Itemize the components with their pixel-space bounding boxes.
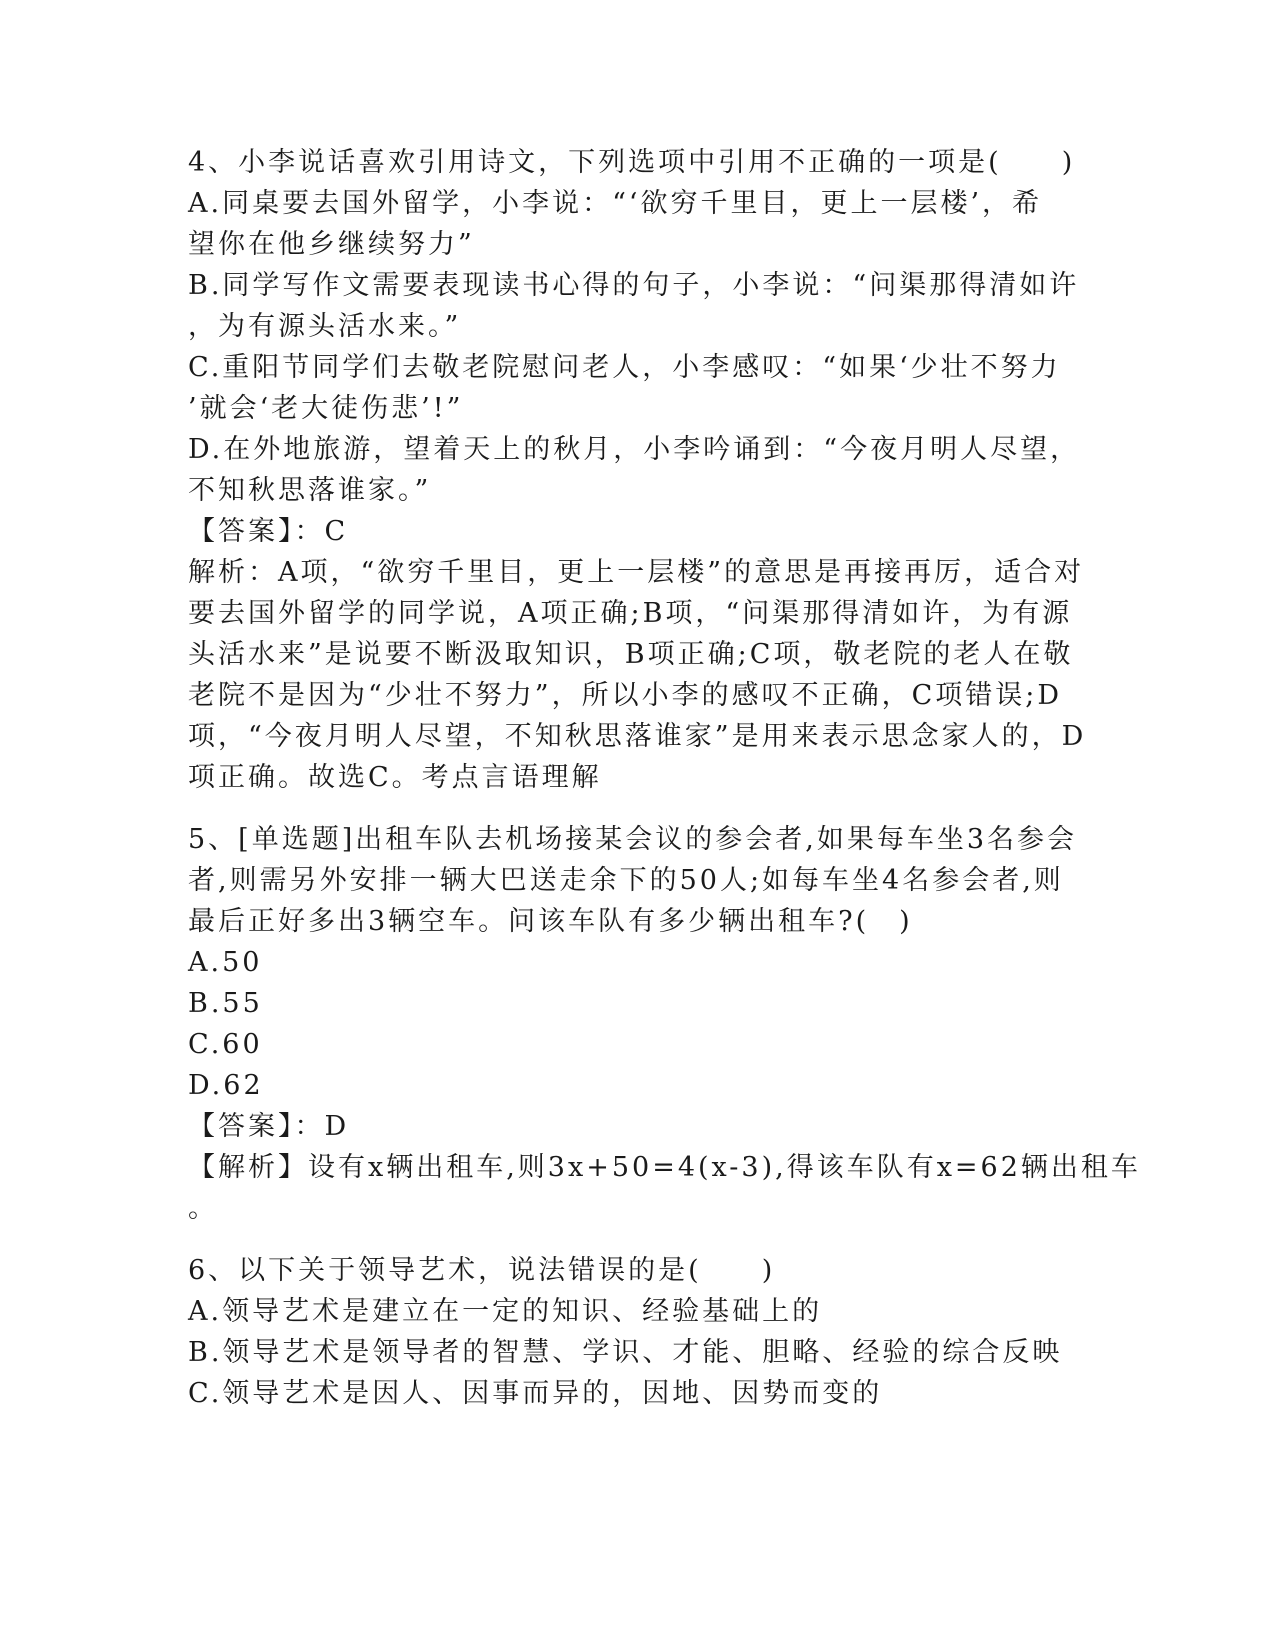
q4-answer: 【答案】：C bbox=[188, 516, 349, 547]
q4-stem: 4、小李说话喜欢引用诗文，下列选项中引用不正确的一项是( ) bbox=[188, 147, 1076, 178]
q4-analysis-6: 项正确。故选C。考点言语理解 bbox=[188, 762, 602, 793]
q4-analysis-2: 要去国外留学的同学说，A项正确;B项，“问渠那得清如许，为有源 bbox=[188, 598, 1073, 629]
q5-stem-3: 最后正好多出3辆空车。问该车队有多少辆出租车?( ) bbox=[188, 906, 913, 937]
q6-option-c: C.领导艺术是因人、因事而异的，因地、因势而变的 bbox=[188, 1378, 883, 1409]
q4-option-b: B.同学写作文需要表现读书心得的句子，小李说：“问渠那得清如许 bbox=[188, 270, 1080, 301]
q4-analysis-5: 项，“今夜月明人尽望，不知秋思落谁家”是用来表示思念家人的，D bbox=[188, 721, 1087, 752]
q4-option-b-cont: ，为有源头活水来。” bbox=[188, 311, 462, 342]
q5-stem-2: 者,则需另外安排一辆大巴送走余下的50人;如每车坐4名参会者,则 bbox=[188, 865, 1064, 896]
q4-analysis-1: 解析：A项，“欲穷千里目，更上一层楼”的意思是再接再厉，适合对 bbox=[188, 557, 1085, 588]
q5-analysis-2: 。 bbox=[188, 1193, 218, 1224]
q4-option-c: C.重阳节同学们去敬老院慰问老人，小李感叹：“如果‘少壮不努力 bbox=[188, 352, 1061, 383]
q5-analysis-1: 【解析】设有x辆出租车,则3x+50=4(x-3),得该车队有x=62辆出租车 bbox=[188, 1152, 1141, 1183]
q4-analysis-4: 老院不是因为“少壮不努力”，所以小李的感叹不正确，C项错误;D bbox=[188, 680, 1063, 711]
q5-option-b: B.55 bbox=[188, 988, 263, 1019]
q4-option-a: A.同桌要去国外留学，小李说：“‘欲穷千里目，更上一层楼’，希 bbox=[188, 188, 1043, 219]
q6-option-b: B.领导艺术是领导者的智慧、学识、才能、胆略、经验的综合反映 bbox=[188, 1337, 1063, 1368]
q4-option-a-cont: 望你在他乡继续努力” bbox=[188, 229, 475, 260]
q6-stem: 6、以下关于领导艺术，说法错误的是( ) bbox=[188, 1255, 776, 1286]
q4-option-d: D.在外地旅游，望着天上的秋月，小李吟诵到：“今夜月明人尽望， bbox=[188, 434, 1081, 465]
q5-option-d: D.62 bbox=[188, 1070, 264, 1101]
q4-option-d-cont: 不知秋思落谁家。” bbox=[188, 475, 432, 506]
q5-stem-1: 5、[单选题]出租车队去机场接某会议的参会者,如果每车坐3名参会 bbox=[188, 824, 1078, 855]
q5-option-c: C.60 bbox=[188, 1029, 263, 1060]
q4-analysis-3: 头活水来”是说要不断汲取知识，B项正确;C项，敬老院的老人在敬 bbox=[188, 639, 1074, 670]
q5-answer: 【答案】：D bbox=[188, 1111, 350, 1142]
q6-option-a: A.领导艺术是建立在一定的知识、经验基础上的 bbox=[188, 1296, 823, 1327]
q5-option-a: A.50 bbox=[188, 947, 263, 978]
q4-option-c-cont: ’就会‘老大徒伤悲’!” bbox=[188, 393, 464, 424]
